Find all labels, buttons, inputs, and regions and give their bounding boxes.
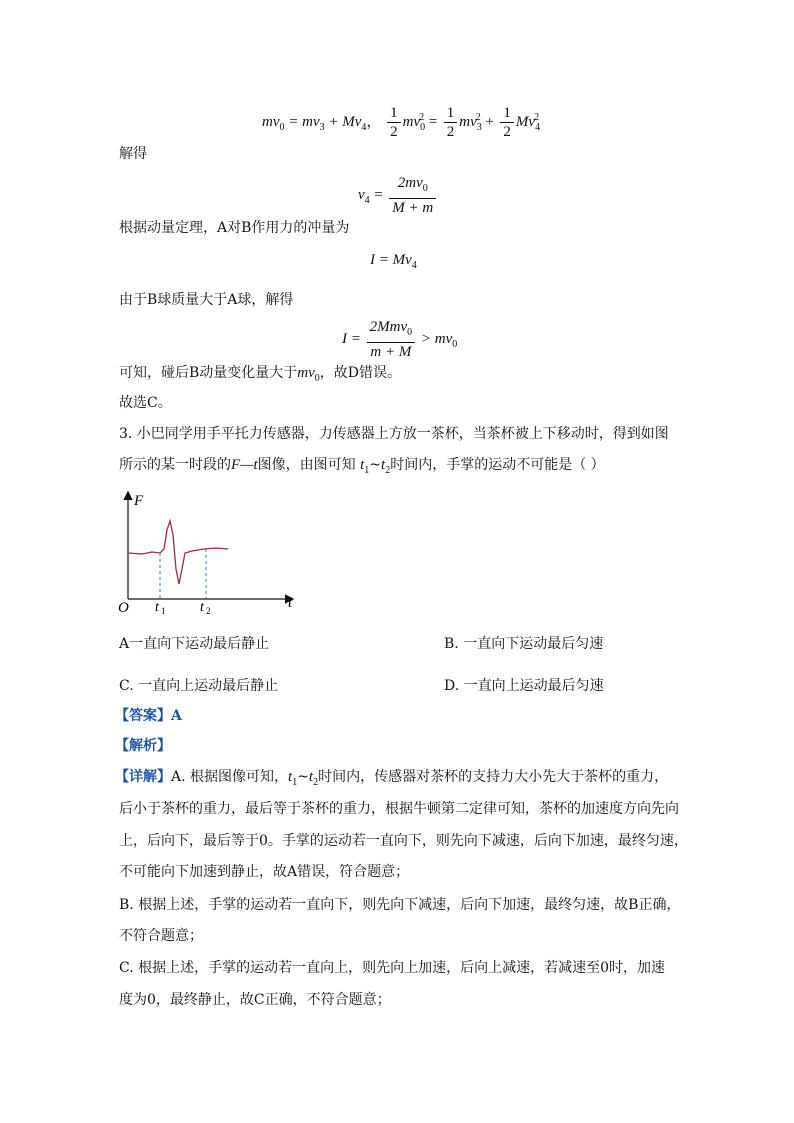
- stem-t2: $t_2$: [381, 457, 391, 476]
- question3-stem-line2: [119, 455, 605, 481]
- y-axis-label: F: [134, 493, 144, 509]
- conclusion-d-term: $mv_0$: [297, 365, 320, 384]
- stem-tilde: ~: [369, 457, 382, 473]
- detail-line-1: [115, 767, 668, 793]
- impulse-fraction: $\frac{2Mmv_0}{m + M}$: [367, 318, 416, 361]
- solve-label: 解得: [119, 146, 147, 162]
- stem-text-a: 所示的某一时段的: [119, 457, 231, 473]
- t1-subscript: 1: [161, 606, 166, 616]
- answer-label: 【答案】A: [115, 708, 182, 724]
- detail-tilde: ~: [297, 769, 309, 785]
- detail-t1: $t_1$: [288, 769, 298, 788]
- stem-text-c: 时间内，手掌的运动不可能是（ ）: [390, 457, 605, 473]
- detail-line-6: 不符合题意；: [119, 928, 203, 944]
- detail-line-5: B. 根据上述，手掌的运动若一直向下，则先向下减速，后向下加速，最终匀速，故B正确，: [119, 897, 681, 913]
- option-d: D. 一直向上运动最后匀速: [444, 678, 604, 694]
- stem-text-b: 图像，由图可知: [257, 457, 356, 473]
- momentum-energy-equation: $mv_0 = mv_3 + Mv_4$， $\frac{1}{2}$ $mv_0^2$ = $\frac{1}{2}$ $mv_3^2$ + $\frac{1}{2}$ $Mv_4^2$: [262, 105, 541, 140]
- conclusion-d: [119, 363, 401, 389]
- stem-ft-term: F—t: [231, 457, 258, 473]
- option-b: B. 一直向下运动最后匀速: [444, 636, 604, 652]
- detail-line-3: 上，后向下，最后等于0。手掌的运动若一直向下，则先向下减速，后向下加速，最终匀速，: [119, 833, 688, 849]
- conclusion-d-text: 可知，碰后B动量变化量大于: [119, 365, 298, 381]
- t2-subscript: 2: [206, 606, 211, 616]
- detail-line-4: 不可能向下加速到静止，故A错误，符合题意；: [119, 864, 410, 880]
- choose-c: 故选C。: [119, 395, 172, 411]
- x-axis-label: t: [288, 595, 293, 611]
- impulse-intro: 根据动量定理，A对B作用力的冲量为: [119, 220, 350, 236]
- origin-label: O: [118, 600, 129, 616]
- half-fraction: $\frac{1}{2}$: [444, 104, 458, 141]
- detail-line-2: 后小于茶杯的重力，最后等于茶杯的重力，根据牛顿第二定律可知，茶杯的加速度方向先向: [119, 801, 679, 817]
- detail-line-1-text: 时间内，传感器对茶杯的支持力大小先大于茶杯的重力，: [318, 769, 669, 785]
- t2-label: t: [200, 600, 204, 615]
- detail-head-a: A. 根据图像可知，: [171, 769, 289, 785]
- force-curve: [128, 521, 228, 584]
- detail-head: 【详解】: [115, 769, 171, 785]
- conclusion-d-tail: ，故D错误。: [319, 365, 402, 381]
- question3-stem-line1: 3. 小巴同学用手平托力传感器，力传感器上方放一茶杯，当茶杯被上下移动时，得到如图: [119, 426, 669, 442]
- half-fraction: $\frac{1}{2}$: [500, 104, 514, 141]
- eq-momentum: $mv_0 = mv_3 + Mv_4$，: [262, 113, 382, 133]
- impulse-equation: $I = Mv_4$: [370, 252, 417, 271]
- t1-label: t: [155, 600, 159, 615]
- impulse-inequality: I = $\frac{2Mmv_0}{m + M}$ > $mv_0$: [342, 319, 458, 360]
- half-fraction: $\frac{1}{2}$: [387, 104, 401, 141]
- force-time-graph: [112, 485, 312, 625]
- analysis-label: 【解析】: [115, 738, 171, 754]
- detail-line-8: 度为0，最终静止，故C正确，不符合题意；: [119, 992, 391, 1008]
- v4-equation: $v_4$ = $\frac{2mv_0}{M + m}$: [358, 174, 438, 217]
- v4-fraction: $\frac{2mv_0}{M + m}$: [389, 174, 436, 217]
- mass-intro: 由于B球质量大于A球，解得: [119, 292, 294, 308]
- detail-line-7: C. 根据上述，手掌的运动若一直向上，则先向上加速，后向上减速，若减速至0时，加速: [119, 960, 666, 976]
- option-c: C. 一直向上运动最后静止: [119, 678, 279, 694]
- stem-t1: $t_1$: [360, 457, 370, 476]
- option-a: A一直向下运动最后静止: [119, 636, 270, 652]
- detail-t2: $t_2$: [308, 769, 319, 788]
